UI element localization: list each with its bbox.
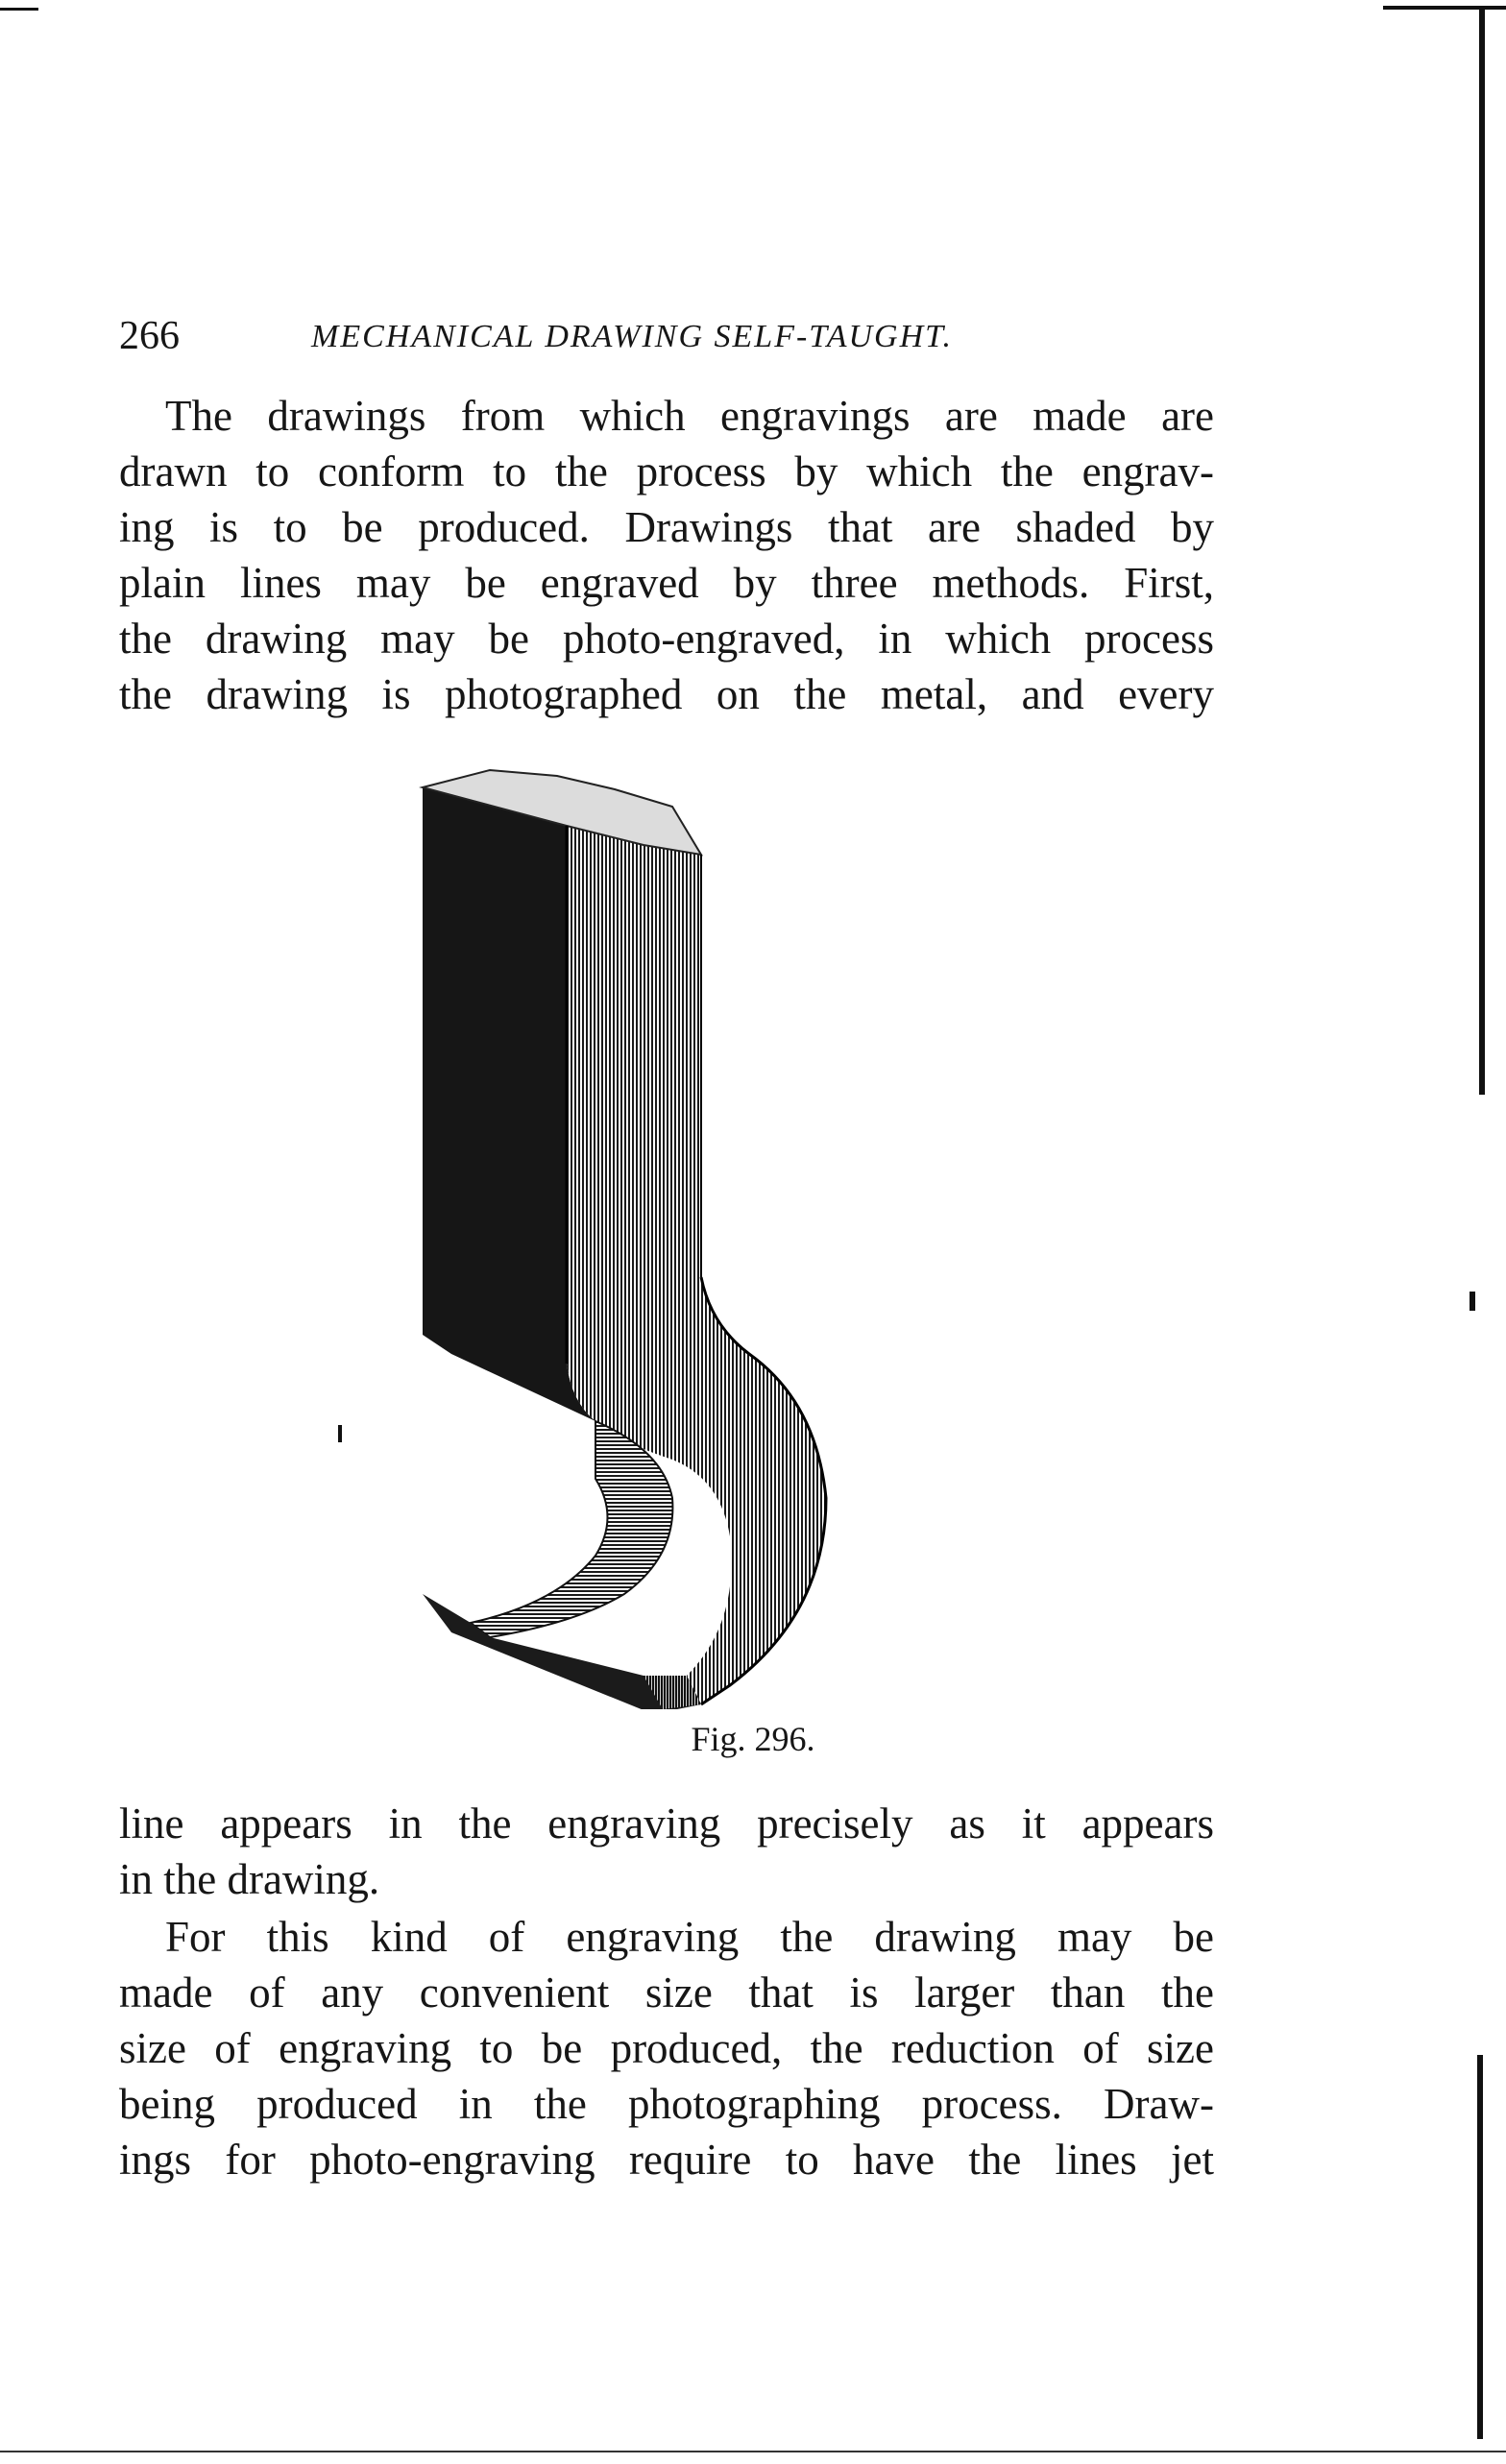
scan-bottom-edge [0, 2451, 1506, 2452]
text-line: For this kind of engraving the drawing may be [165, 1913, 1214, 1961]
figure-inner-curve [471, 1421, 672, 1637]
page-number: 266 [119, 314, 180, 358]
running-title: MECHANICAL DRAWING SELF-TAUGHT. [311, 319, 954, 354]
paragraph-2 [119, 1796, 1214, 1907]
text-line: ings for photo-engraving require to have the lines jet [119, 2136, 1214, 2184]
text-line: in the drawing. [119, 1855, 380, 1903]
scan-edge-right-lower [1477, 2055, 1483, 2439]
paragraph-1 [119, 388, 1214, 722]
scan-speck-right [1470, 1292, 1475, 1311]
text-line: plain lines may be engraved by three methods. First, [119, 559, 1214, 607]
figure-caption: Fig. 296. [691, 1720, 815, 1758]
text-line: made of any convenient size that is larger than the [119, 1969, 1214, 2017]
text-line: line appears in the engraving precisely as it appears [119, 1800, 1214, 1848]
scan-edge-top-left [0, 8, 38, 11]
figure-296-engraving [413, 768, 951, 1709]
text-line: the drawing may be photo-engraved, in which process [119, 615, 1214, 663]
scan-edge-right-upper [1479, 10, 1485, 1095]
text-line: the drawing is photographed on the metal, and every [119, 670, 1214, 718]
text-line: drawn to conform to the process by which the engrav- [119, 447, 1214, 495]
text-line: size of engraving to be produced, the reduction of size [119, 2024, 1214, 2072]
scan-edge-top-right [1383, 6, 1506, 10]
paragraph-3 [119, 1909, 1214, 2187]
page-header [119, 313, 1214, 363]
scan-speck [338, 1425, 342, 1442]
text-line: being produced in the photographing process. Draw- [119, 2080, 1214, 2128]
text-line: The drawings from which engravings are made are [165, 392, 1214, 440]
text-line: ing is to be produced. Drawings that are shaded by [119, 503, 1214, 551]
